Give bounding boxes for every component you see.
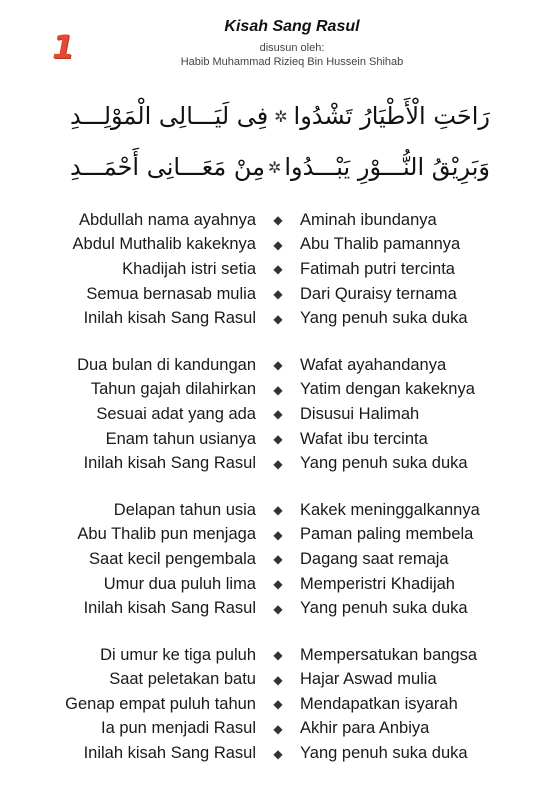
verse-line — [0, 643, 554, 668]
diamond-separator-icon: ◆ — [273, 237, 283, 252]
verse-line-right: Yang penuh suka duka — [300, 744, 468, 763]
diamond-separator-icon: ◆ — [273, 213, 283, 228]
stanza — [0, 353, 554, 476]
arabic-verse-2 — [70, 147, 490, 187]
diamond-separator-icon: ◆ — [273, 746, 283, 761]
ornament-star-icon: ✲ — [274, 106, 288, 126]
verse-line — [0, 353, 554, 378]
verse-line — [0, 717, 554, 742]
author-name: Habib Muhammad Rizieq Bin Hussein Shihab — [180, 56, 404, 68]
verse-line-left: Inilah kisah Sang Rasul — [83, 454, 256, 473]
verse-line — [0, 402, 554, 427]
verse-line-left: Enam tahun usianya — [105, 429, 256, 448]
page-subtitle: disusun oleh: — [259, 42, 325, 54]
diamond-separator-icon: ◆ — [273, 382, 283, 397]
verse-line-left: Inilah kisah Sang Rasul — [83, 309, 256, 328]
verse-line — [0, 572, 554, 597]
diamond-separator-icon: ◆ — [273, 527, 283, 542]
verse-line — [0, 523, 554, 548]
verse-line — [0, 282, 554, 307]
diamond-separator-icon: ◆ — [273, 432, 283, 447]
arabic-verse-2-first-half: وَبَرِيْقُ النُّـــوْرِ يَبْـــدُوا — [284, 153, 490, 181]
diamond-separator-icon: ◆ — [273, 697, 283, 712]
verse-line-left: Abdullah nama ayahnya — [78, 210, 256, 229]
verse-line-right: Yang penuh suka duka — [300, 309, 468, 328]
verse-line-left: Dua bulan di kandungan — [77, 355, 256, 374]
verse-line-right: Wafat ibu tercinta — [300, 429, 428, 448]
verse-line-right: Dari Quraisy ternama — [300, 284, 457, 303]
verse-line — [0, 668, 554, 693]
verse-line-left: Saat kecil pengembala — [89, 549, 256, 568]
verse-line-left: Abu Thalib pun menjaga — [77, 525, 256, 544]
diamond-separator-icon: ◆ — [273, 358, 283, 373]
diamond-separator-icon: ◆ — [273, 552, 283, 567]
diamond-separator-icon: ◆ — [273, 648, 283, 663]
diamond-separator-icon: ◆ — [273, 311, 283, 326]
verse-line-left: Semua bernasab mulia — [86, 284, 256, 303]
verse-line-left: Inilah kisah Sang Rasul — [83, 599, 256, 618]
arabic-verse-2-second-half: مِنْ مَعَـــانِى أَحْمَـــدِ — [70, 153, 265, 181]
verse-line-right: Hajar Aswad mulia — [300, 670, 437, 689]
verse-line-right: Dagang saat remaja — [300, 549, 449, 568]
verse-line-right: Mempersatukan bangsa — [300, 645, 478, 664]
verse-line — [0, 451, 554, 476]
verse-line — [0, 498, 554, 523]
verse-line — [0, 208, 554, 233]
verse-line-right: Yang penuh suka duka — [300, 454, 468, 473]
diamond-separator-icon: ◆ — [273, 672, 283, 687]
diamond-separator-icon: ◆ — [273, 456, 283, 471]
stanza — [0, 498, 554, 621]
verse-line-right: Mendapatkan isyarah — [300, 694, 458, 713]
page-title: Kisah Sang Rasul — [224, 18, 360, 35]
verse-line — [0, 692, 554, 717]
diamond-separator-icon: ◆ — [273, 577, 283, 592]
page-header — [0, 18, 554, 68]
verse-line-left: Umur dua puluh lima — [103, 574, 256, 593]
verse-line-right: Yang penuh suka duka — [300, 599, 468, 618]
verse-line-left: Abdul Muthalib kakeknya — [72, 235, 256, 254]
verse-line — [0, 547, 554, 572]
arabic-verse-1 — [70, 96, 490, 136]
diamond-separator-icon: ◆ — [273, 503, 283, 518]
verse-line-left: Khadijah istri setia — [122, 259, 256, 278]
verse-line-right: Abu Thalib pamannya — [300, 235, 461, 254]
verse-line-right: Paman paling membela — [300, 525, 474, 544]
stanza — [0, 643, 554, 766]
verse-line — [0, 306, 554, 331]
verse-line-left: Inilah kisah Sang Rasul — [83, 744, 256, 763]
verse-line-right: Kakek meninggalkannya — [300, 500, 480, 519]
verse-line — [0, 596, 554, 621]
arabic-verse-1-first-half: رَاحَتِ الْأَطْيَارُ تَشْدُوا — [293, 102, 490, 130]
verse-line-left: Di umur ke tiga puluh — [100, 645, 256, 664]
verse-line-right: Yatim dengan kakeknya — [300, 380, 475, 399]
diamond-separator-icon: ◆ — [273, 287, 283, 302]
verse-line-left: Tahun gajah dilahirkan — [90, 380, 256, 399]
verse-line — [0, 427, 554, 452]
verse-line-left: Delapan tahun usia — [113, 500, 256, 519]
stanza — [0, 208, 554, 331]
verse-line-left: Saat peletakan batu — [109, 670, 256, 689]
verse-line-left: Ia pun menjadi Rasul — [100, 719, 256, 738]
page-number: 1 — [52, 28, 75, 66]
verse-line — [0, 741, 554, 766]
ornament-star-icon: ✲ — [267, 157, 282, 177]
verse-line-right: Wafat ayahandanya — [300, 355, 447, 374]
diamond-separator-icon: ◆ — [273, 601, 283, 616]
verse-line-right: Aminah ibundanya — [300, 210, 437, 229]
diamond-separator-icon: ◆ — [273, 262, 283, 277]
verse-list — [0, 208, 554, 788]
verse-line — [0, 233, 554, 258]
verse-line-left: Sesuai adat yang ada — [96, 404, 256, 423]
verse-line-right: Memperistri Khadijah — [300, 574, 455, 593]
verse-line-right: Fatimah putri tercinta — [300, 259, 455, 278]
verse-line-right: Disusui Halimah — [300, 404, 420, 423]
verse-line — [0, 257, 554, 282]
arabic-verse-1-second-half: فِى لَيَـــالِى الْمَوْلِـــدِ — [70, 102, 269, 130]
diamond-separator-icon: ◆ — [273, 721, 283, 736]
verse-line — [0, 378, 554, 403]
verse-line-right: Akhir para Anbiya — [300, 719, 430, 738]
diamond-separator-icon: ◆ — [273, 407, 283, 422]
verse-line-left: Genap empat puluh tahun — [65, 694, 256, 713]
